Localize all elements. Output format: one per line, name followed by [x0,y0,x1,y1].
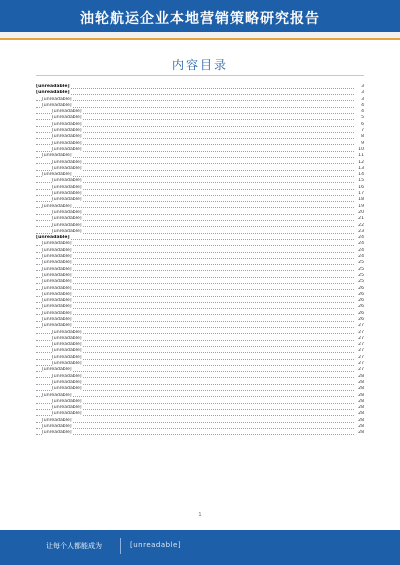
toc-entry-label: [unreadable] [42,260,72,266]
toc-entry-page: 3 [355,90,364,96]
toc-entry-page: 27 [355,330,364,336]
toc-leader-dots [36,189,354,190]
footer-slogan: 让每个人都能成为 [46,542,102,550]
toc-entry-label: [unreadable] [52,228,82,234]
toc-entry-page: 16 [355,185,364,191]
toc-entry-label: [unreadable] [42,153,72,159]
toc-entry-page: 4 [355,109,364,115]
toc-leader-dots [36,207,354,208]
toc-leader-dots [36,314,354,315]
toc-leader-dots [36,182,354,183]
toc-leader-dots [36,94,354,95]
toc-entry-page: 28 [355,418,364,424]
toc-leader-dots [36,138,354,139]
toc-leader-dots [36,201,354,202]
toc-leader-dots [36,119,354,120]
report-title: 油轮航运企业本地营销策略研究报告 [80,11,320,27]
toc-entry-label: [unreadable] [42,392,72,398]
toc-entry-page: 24 [355,248,364,254]
toc-entry-page: 11 [355,153,364,159]
toc-entry-page: 26 [355,311,364,317]
toc-leader-dots [36,170,354,171]
toc-entry-page: 12 [355,160,364,166]
toc-leader-dots [36,428,354,429]
toc-entry-page: 27 [355,355,364,361]
toc-entry-page: 28 [355,399,364,405]
toc-leader-dots [36,377,354,378]
toc-entry-label: [unreadable] [52,109,82,115]
toc-entry-page: 28 [355,424,364,430]
header-bar [0,0,400,38]
toc-leader-dots [36,340,354,341]
toc-leader-dots [36,371,354,372]
toc-entry-page: 9 [355,141,364,147]
toc-entry-label: [unreadable] [42,367,72,373]
toc-leader-dots [36,113,354,114]
toc-entry-page: 27 [355,342,364,348]
toc-title: 内容目录 [171,58,228,72]
toc-entry-label: [unreadable] [52,354,82,360]
toc-entry-label: [unreadable] [52,128,82,134]
toc-leader-dots [36,346,354,347]
toc-leader-dots [36,132,354,133]
toc-entry-label: [unreadable] [42,323,72,329]
toc-entry-label: [unreadable] [42,304,72,310]
toc-entry-page: 21 [355,216,364,222]
toc-entry-label: [unreadable] [42,285,72,291]
toc-entry-page: 24 [355,254,364,260]
toc-entry-label: [unreadable] [42,310,72,316]
toc-leader-dots [36,422,354,423]
toc-entry-label: [unreadable] [52,373,82,379]
toc-entry-label: [unreadable] [52,386,82,392]
toc-leader-dots [36,264,354,265]
toc-entry-page: 20 [355,210,364,216]
toc-entry[interactable] [36,430,364,436]
toc-leader-dots [36,214,354,215]
toc-entry-label: [unreadable] [52,329,82,335]
toc-entry-page: 13 [355,166,364,172]
toc-entry-label: [unreadable] [52,342,82,348]
toc-entry-label: [unreadable] [42,417,72,423]
toc-entry-label: [unreadable] [52,165,82,171]
toc-entry-page: 14 [355,172,364,178]
footer-divider [120,538,121,554]
toc-entry-label: [unreadable] [42,266,72,272]
toc-leader-dots [36,258,354,259]
toc-leader-dots [36,333,354,334]
toc-leader-dots [36,277,354,278]
toc-leader-dots [36,415,354,416]
toc-entry-label: [unreadable] [52,140,82,146]
toc-entry-page: 28 [355,430,364,436]
toc-leader-dots [36,403,354,404]
toc-leader-dots [36,239,354,240]
toc-entry-label: [unreadable] [52,379,82,385]
toc-entry-label: [unreadable] [42,424,72,430]
toc-leader-dots [36,195,354,196]
toc-entry-label: [unreadable] [52,159,82,165]
toc-entry-label: [unreadable] [52,134,82,140]
toc-entry-page: 26 [355,292,364,298]
toc-entry-page: 4 [355,103,364,109]
toc-leader-dots [36,359,354,360]
toc-entry-page: 25 [355,260,364,266]
toc-leader-dots [36,289,354,290]
toc-leader-dots [36,321,354,322]
table-of-contents [36,84,364,437]
footer-tagline: [unreadable] [130,541,182,549]
toc-entry-page: 28 [355,405,364,411]
toc-entry-page: 19 [355,204,364,210]
toc-entry-page: 3 [355,84,364,90]
toc-leader-dots [36,220,354,221]
toc-entry-page: 27 [355,361,364,367]
header-accent-rule [0,38,400,40]
toc-leader-dots [36,100,354,101]
toc-leader-dots [36,126,354,127]
toc-leader-dots [36,308,354,309]
toc-entry-page: 23 [355,229,364,235]
toc-entry-page: 5 [355,115,364,121]
toc-leader-dots [36,144,354,145]
toc-entry-label: [unreadable] [52,146,82,152]
toc-entry-page: 6 [355,122,364,128]
toc-leader-dots [36,302,354,303]
toc-entry-page: 22 [355,223,364,229]
toc-entry-page: 27 [355,323,364,329]
toc-leader-dots [36,151,354,152]
toc-entry-label: [unreadable] [52,191,82,197]
toc-entry-label: [unreadable] [52,348,82,354]
toc-entry-label: [unreadable] [52,209,82,215]
toc-leader-dots [36,352,354,353]
toc-leader-dots [36,384,354,385]
toc-entry-label: [unreadable] [42,241,72,247]
toc-leader-dots [36,107,354,108]
toc-entry-page: 25 [355,267,364,273]
toc-entry-page: 28 [355,380,364,386]
toc-entry-page: 28 [355,411,364,417]
toc-entry-label: [unreadable] [42,172,72,178]
toc-leader-dots [36,176,354,177]
toc-entry-label: [unreadable] [52,361,82,367]
toc-entry-label: [unreadable] [42,430,72,436]
toc-entry-page: 28 [355,393,364,399]
toc-entry-page: 27 [355,336,364,342]
toc-entry-label: [unreadable] [52,184,82,190]
toc-entry-label: [unreadable] [52,335,82,341]
page-number: 1 [198,512,202,518]
toc-entry-label: [unreadable] [42,291,72,297]
toc-entry-page: 27 [355,348,364,354]
toc-entry-page: 15 [355,178,364,184]
toc-entry-label: [unreadable] [42,279,72,285]
toc-entry-label: [unreadable] [52,398,82,404]
toc-entry-label: [unreadable] [42,254,72,260]
toc-entry-label: [unreadable] [42,96,72,102]
toc-leader-dots [36,245,354,246]
toc-entry-label: [unreadable] [42,247,72,253]
toc-leader-dots [36,396,354,397]
toc-leader-dots [36,434,354,435]
toc-leader-dots [36,252,354,253]
toc-leader-dots [36,390,354,391]
toc-entry-label: [unreadable] [52,216,82,222]
toc-title-rule [36,75,364,76]
toc-entry-page: 3 [355,97,364,103]
toc-entry-page: 28 [355,386,364,392]
toc-leader-dots [36,157,354,158]
toc-leader-dots [36,270,354,271]
toc-entry-label: [unreadable] [36,235,70,241]
toc-entry-label: [unreadable] [52,115,82,121]
toc-leader-dots [36,409,354,410]
toc-entry-page: 17 [355,191,364,197]
toc-entry-page: 27 [355,367,364,373]
toc-entry-page: 24 [355,235,364,241]
toc-leader-dots [36,88,354,89]
toc-entry-page: 25 [355,279,364,285]
toc-leader-dots [36,327,354,328]
toc-entry-label: [unreadable] [52,411,82,417]
toc-entry-label: [unreadable] [42,102,72,108]
toc-entry-page: 8 [355,134,364,140]
toc-entry-label: [unreadable] [52,178,82,184]
toc-entry-page: 26 [355,317,364,323]
toc-entry-label: [unreadable] [42,316,72,322]
toc-leader-dots [36,163,354,164]
toc-entry-page: 26 [355,304,364,310]
toc-entry-page: 28 [355,374,364,380]
toc-entry-label: [unreadable] [52,222,82,228]
toc-entry-label: [unreadable] [52,121,82,127]
toc-leader-dots [36,233,354,234]
toc-entry-label: [unreadable] [42,272,72,278]
toc-entry-page: 25 [355,273,364,279]
toc-entry-page: 24 [355,241,364,247]
toc-leader-dots [36,296,354,297]
toc-entry-page: 7 [355,128,364,134]
footer-bar [0,530,400,565]
toc-entry-label: [unreadable] [42,298,72,304]
toc-entry-page: 18 [355,197,364,203]
toc-entry-page: 10 [355,147,364,153]
toc-leader-dots [36,283,354,284]
toc-entry-label: [unreadable] [36,90,70,96]
toc-entry-label: [unreadable] [42,203,72,209]
toc-leader-dots [36,365,354,366]
toc-entry-label: [unreadable] [36,84,70,89]
toc-entry-label: [unreadable] [52,405,82,411]
toc-entry-label: [unreadable] [52,197,82,203]
toc-entry-page: 26 [355,286,364,292]
toc-leader-dots [36,226,354,227]
toc-entry-page: 26 [355,298,364,304]
